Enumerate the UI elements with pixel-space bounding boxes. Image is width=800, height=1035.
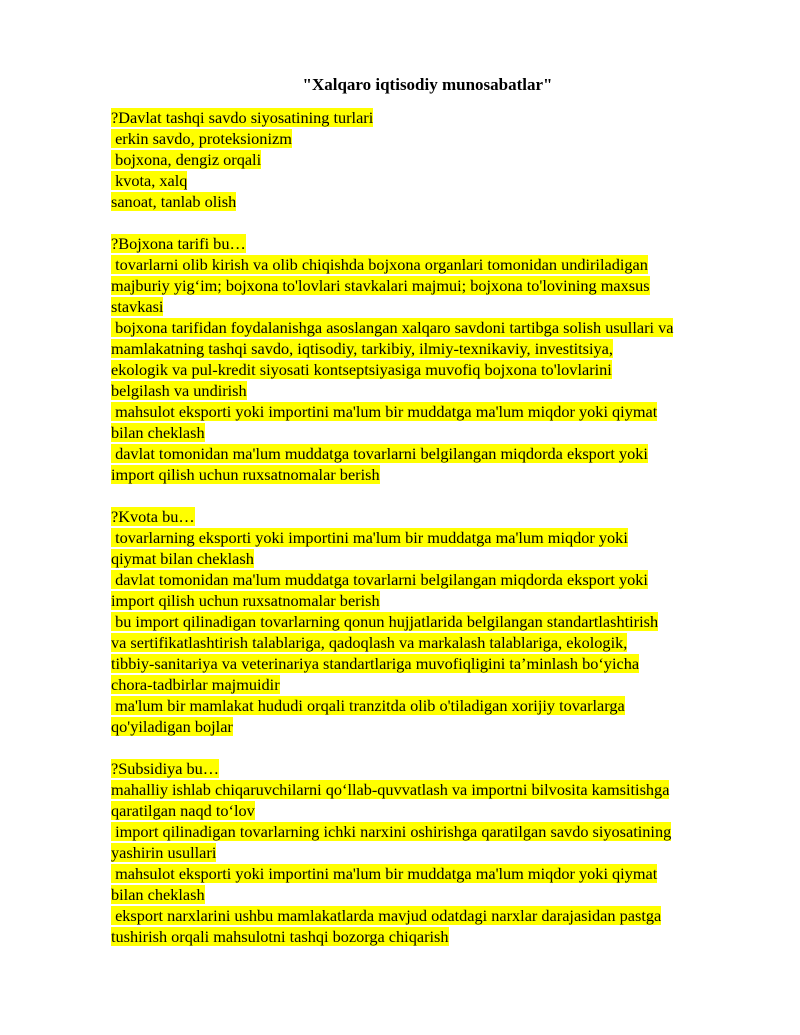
highlighted-text: sanoat, tanlab olish (111, 192, 237, 211)
answer-line (111, 191, 771, 212)
answer-line (111, 905, 771, 926)
highlighted-text: davlat tomonidan ma'lum muddatga tovarlarni belgilangan miqdorda eksport yoki (111, 444, 648, 463)
answer-line (111, 254, 771, 275)
highlighted-text: ma'lum bir mamlakat hududi orqali tranzitda olib o'tiladigan xorijiy tovarlarga (111, 696, 625, 715)
answer-line (111, 695, 771, 716)
highlighted-text: bilan cheklash (111, 423, 205, 442)
answer-line (111, 338, 771, 359)
answer-line (111, 170, 771, 191)
highlighted-text: mamlakatning tashqi savdo, iqtisodiy, tarkibiy, ilmiy-texnikaviy, investitsiya, (111, 339, 613, 358)
highlighted-text: stavkasi (111, 297, 164, 316)
answer-line (111, 296, 771, 317)
answer-line (111, 569, 771, 590)
question-line (111, 107, 771, 128)
question-line (111, 758, 771, 779)
answer-line (111, 443, 771, 464)
highlighted-text: majburiy yig‘im; bojxona to'lovlari stavkalari majmui; bojxona to'lovining maxsus (111, 276, 650, 295)
highlighted-text: import qilish uchun ruxsatnomalar berish (111, 591, 380, 610)
answer-line (111, 716, 771, 737)
highlighted-text: qaratilgan naqd to‘lov (111, 801, 255, 820)
answer-line (111, 149, 771, 170)
answer-line (111, 275, 771, 296)
document-body (111, 107, 771, 947)
answer-line (111, 863, 771, 884)
highlighted-text: ekologik va pul-kredit siyosati kontseptsiyasiga muvofiq bojxona to'lovlarini (111, 360, 612, 379)
highlighted-text: ?Davlat tashqi savdo siyosatining turlari (111, 108, 374, 127)
block-gap (111, 212, 771, 233)
answer-line (111, 128, 771, 149)
highlighted-text: tibbiy-sanitariya va veterinariya standartlariga muvofiqligini ta’minlash bo‘yicha (111, 654, 640, 673)
highlighted-text: va sertifikatlashtirish talablariga, qadoqlash va markalash talablariga, ekologik, (111, 633, 628, 652)
answer-line (111, 422, 771, 443)
highlighted-text: ?Bojxona tarifi bu… (111, 234, 246, 253)
highlighted-text: mahalliy ishlab chiqaruvchilarni qo‘llab-quvvatlash va importni bilvosita kamsitishga (111, 780, 670, 799)
answer-line (111, 317, 771, 338)
answer-line (111, 800, 771, 821)
document-title: "Xalqaro iqtisodiy munosabatlar" (302, 75, 553, 94)
answer-line (111, 884, 771, 905)
question-line (111, 233, 771, 254)
block-gap (111, 737, 771, 758)
highlighted-text: eksport narxlarini ushbu mamlakatlarda mavjud odatdagi narxlar darajasidan pastga (111, 906, 662, 925)
answer-line (111, 674, 771, 695)
block-gap (111, 485, 771, 506)
highlighted-text: bojxona, dengiz orqali (111, 150, 262, 169)
answer-line (111, 821, 771, 842)
highlighted-text: ?Kvota bu… (111, 507, 195, 526)
answer-line (111, 653, 771, 674)
highlighted-text: belgilash va undirish (111, 381, 247, 400)
highlighted-text: davlat tomonidan ma'lum muddatga tovarlarni belgilangan miqdorda eksport yoki (111, 570, 648, 589)
highlighted-text: tovarlarni olib kirish va olib chiqishda bojxona organlari tomonidan undiriladigan (111, 255, 648, 274)
highlighted-text: qo'yiladigan bojlar (111, 717, 233, 736)
answer-line (111, 401, 771, 422)
answer-line (111, 611, 771, 632)
highlighted-text: chora-tadbirlar majmuidir (111, 675, 280, 694)
answer-line (111, 380, 771, 401)
answer-line (111, 359, 771, 380)
highlighted-text: yashirin usullari (111, 843, 217, 862)
answer-line (111, 632, 771, 653)
answer-line (111, 590, 771, 611)
highlighted-text: mahsulot eksporti yoki importini ma'lum bir muddatga ma'lum miqdor yoki qiymat (111, 864, 658, 883)
question-line (111, 506, 771, 527)
answer-line (111, 779, 771, 800)
answer-line (111, 464, 771, 485)
highlighted-text: kvota, xalq (111, 171, 188, 190)
highlighted-text: mahsulot eksporti yoki importini ma'lum bir muddatga ma'lum miqdor yoki qiymat (111, 402, 658, 421)
answer-line (111, 926, 771, 947)
highlighted-text: bu import qilinadigan tovarlarning qonun hujjatlarida belgilangan standartlashtirish (111, 612, 659, 631)
answer-line (111, 527, 771, 548)
highlighted-text: import qilinadigan tovarlarning ichki narxini oshirishga qaratilgan savdo siyosatining (111, 822, 672, 841)
answer-line (111, 548, 771, 569)
highlighted-text: import qilish uchun ruxsatnomalar berish (111, 465, 380, 484)
highlighted-text: tovarlarning eksporti yoki importini ma'lum bir muddatga ma'lum miqdor yoki (111, 528, 628, 547)
answer-line (111, 842, 771, 863)
highlighted-text: tushirish orqali mahsulotni tashqi bozorga chiqarish (111, 927, 449, 946)
highlighted-text: bilan cheklash (111, 885, 205, 904)
highlighted-text: ?Subsidiya bu… (111, 759, 220, 778)
highlighted-text: qiymat bilan cheklash (111, 549, 254, 568)
highlighted-text: bojxona tarifidan foydalanishga asoslangan xalqaro savdoni tartibga solish usullari va (111, 318, 674, 337)
highlighted-text: erkin savdo, proteksionizm (111, 129, 292, 148)
